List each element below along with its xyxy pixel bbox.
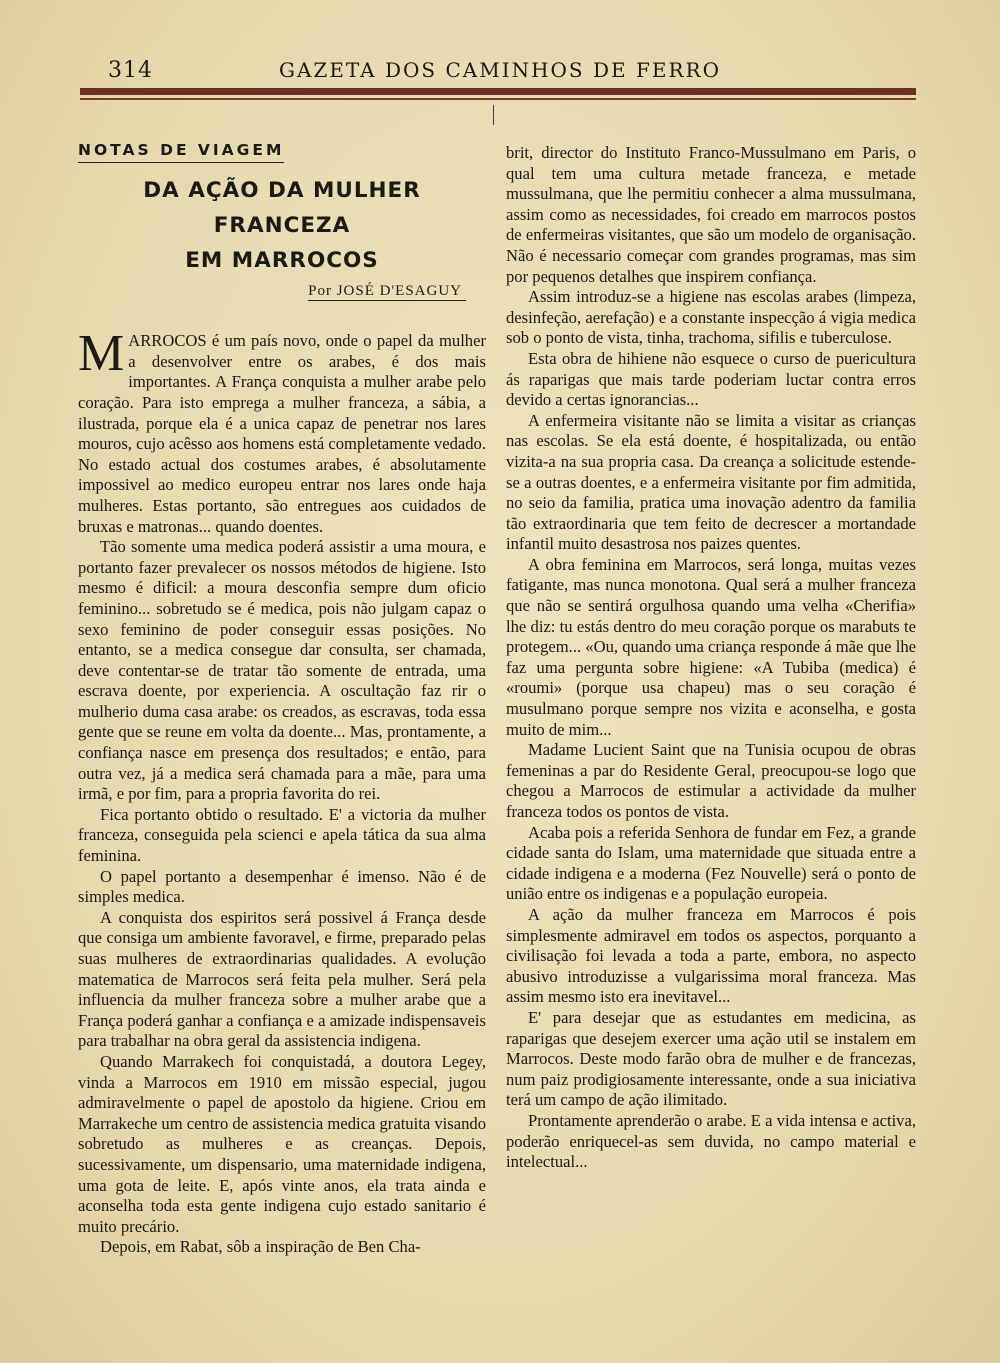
page-number: 314: [108, 58, 153, 83]
left-column: [78, 140, 486, 1258]
paragraph: Esta obra de hihiene não esquece o curso de puericultura ás raparigas que mais tarde poderiam luctar contra erros devido a certas ignorancias...: [506, 348, 916, 410]
paragraph: Assim introduz-se a higiene nas escolas arabes (limpeza, desinfeção, aerefação) e a constante inspecção á vigia medica sob o ponto de vista, tinha, trachoma, sifilis e tuberculose.: [506, 287, 916, 348]
paragraph: Acaba pois a referida Senhora de fundar em Fez, a grande cidade santa do Islam, uma maternidade que situada entre a cidade indigena e a moderna (Fez Nouvelle) será o ponto de união entre os indigenas e a população europeia.: [506, 822, 916, 904]
article-title-line-1: DA AÇÃO DA MULHER FRANCEZA: [143, 177, 421, 238]
section-label-wrap: [78, 140, 486, 173]
paragraph: E' para desejar que as estudantes em medicina, as raparigas que desejem exercer uma ação util se instalem em Marrocos. Deste modo farão obra de mulher e de francezas, num paiz prodigiosamente interessante, onde a sua iniciativa terá um campo de ação ilimitado.: [506, 1007, 916, 1110]
header-rule-thin: [80, 98, 916, 100]
paragraph: Madame Lucient Saint que na Tunisia ocupou de obras femeninas a par do Residente Geral, preocupou-se logo que chegou a Marrocos de estimular a actividade da mulher franceza todos os pontos de vista.: [506, 740, 916, 821]
paragraph: A conquista dos espiritos será possivel á França desde que consiga um ambiente favoravel, e firme, preparado pelas suas mulheres de extraordinarias qualidades. A evolução matematica de Marrocos será feita pela mulher. Será pela influencia da mulher franceza sobre a mulher arabe que a França poderá ganhar a confiança e a amizade indispensaveis para trabalhar na obra geral da assistencia indigena.: [78, 907, 486, 1051]
paragraph: Prontamente aprenderão o arabe. E a vida intensa e activa, poderão enriquecel-as sem duvida, no campo material e intelectual...: [506, 1110, 916, 1172]
paragraph: A enfermeira visitante não se limita a visitar as crianças nas escolas. Se ela está doente, é hospitalizada, ou então vizita-a na sua propria casa. Da creança a solicitude estende-se a outras doentes, e a enfermeira visitante por fim admitida, no seio da familia, pratica uma inovação adentro da familia tão extraordinaria que tem feito de decrescer a mortandade infantil muito desastrosa nos paizes quentes.: [506, 410, 916, 554]
paragraph: Tão somente uma medica poderá assistir a uma moura, e portanto fazer prevalecer os nossos métodos de higiene. Isto mesmo é dificil: a moura desconfia sempre dum oficio feminino... sobretudo se é medica, pois não julgam capaz o sexo feminino de poder conseguir essas posições. No entanto, se a medica consegue dar consulta, ser chamada, deve contentar-se de tratar tão somente de entrada, uma escrava doente, por experiencia. A oscultação faz rir o mulherio duma casa arabe: os creados, as escravas, toda essa gente que se reune em volta da doente... Mas, prontamente, a confiança nasce em presença dos resultados; e então, para outra vez, já a medica será chamada para a mãe, para uma irmã, e por fim, para a propria favorita do rei.: [78, 537, 486, 804]
article-title: [78, 173, 486, 278]
paragraph: Quando Marrakech foi conquistadá, a doutora Legey, vinda a Marrocos em 1910 em missão especial, jugou admiravelmente o papel de apostolo da higiene. Criou em Marrakeche um centro de assistencia medica gratuita visando sobretudo as mulheres e as creanças. Depois, sucessivamente, um dispensario, uma maternidade indigena, uma gota de leite. E, após vinte anos, ela trata ainda e aconselha toda esta gente indigena cujo estado sanitario é muito precário.: [78, 1051, 486, 1236]
paragraph: Depois, em Rabat, sôb a inspiração de Ben Cha-: [100, 1237, 421, 1257]
column-divider: [493, 105, 494, 125]
right-column: [506, 143, 916, 1173]
byline: Por JOSÉ D'ESAGUY: [308, 283, 466, 301]
paragraph: brit, director do Instituto Franco-Mussulmano em Paris, o qual tem uma cultura metade franceza, e metade mussulmana, que lhe permitiu conhecer a alma mussulmana, assim como as necessidades, foi creado em marrocos postos de enfermeiras visitantes, que são um modelo de organisação. Não é necessario começar com grandes programas, mas sim por pequenos detalhes que inspirem confiança.: [506, 143, 916, 286]
byline-wrap: [78, 280, 486, 302]
drop-cap: M: [78, 325, 125, 383]
section-label: NOTAS DE VIAGEM: [78, 140, 284, 163]
paragraph: [78, 325, 486, 537]
paragraph: A ação da mulher franceza em Marrocos é pois simplesmente admiravel em todos os aspectos, porquanto a civilisação foi levada a toda a parte, embora, no aspecto abusivo introduzisse a vulgarissima moral franceza. Mas assim mesmo isto era inevitavel...: [506, 904, 916, 1007]
paragraph: Fica portanto obtido o resultado. E' a victoria da mulher franceza, conseguida pela scienci e apela tática da sua alma feminina.: [78, 804, 486, 866]
header-rule-thick: [80, 88, 916, 95]
paragraph: O papel portanto a desempenhar é imenso. Não é de simples medica.: [78, 866, 486, 907]
article-title-line-2: EM MARROCOS: [185, 247, 379, 273]
journal-title: GAZETA DOS CAMINHOS DE FERRO: [279, 58, 721, 82]
paragraph: A obra feminina em Marrocos, será longa, muitas vezes fatigante, mas nunca monotona. Qual será a mulher franceza que não se sentirá orgulhosa quando uma velha «Cherifia» lhe diz: tu estás dentro do meu coração porque os marabuts te protegem... «Ou, quando uma criança responde á mãe que lhe faz uma pergunta sobre higiene: «A Tubiba (medica) é «roumi» (porque usa chapeu) mas o seu coração é musulmano porque sempre nos vizita e aconselha, e gosta muito de mim...: [506, 554, 916, 739]
paragraph-text: ARROCOS é um país novo, onde o papel da mulher a desenvolver entre os arabes, é dos mais importantes. A França conquista a mulher arabe pelo coração. Para isto emprega a mulher franceza, a sábia, a ilustrada, porque ela é a unica capaz de penetrar nos lares mouros, cujo acêsso aos homens está completamente vedado. No estado actual dos costumes arabes, é absolutamente impossivel ao medico europeu entrar nos lares onde haja mulheres. Estas portanto, são entregues aos cuidados de bruxas e matronas... quando doentes.: [78, 331, 486, 536]
